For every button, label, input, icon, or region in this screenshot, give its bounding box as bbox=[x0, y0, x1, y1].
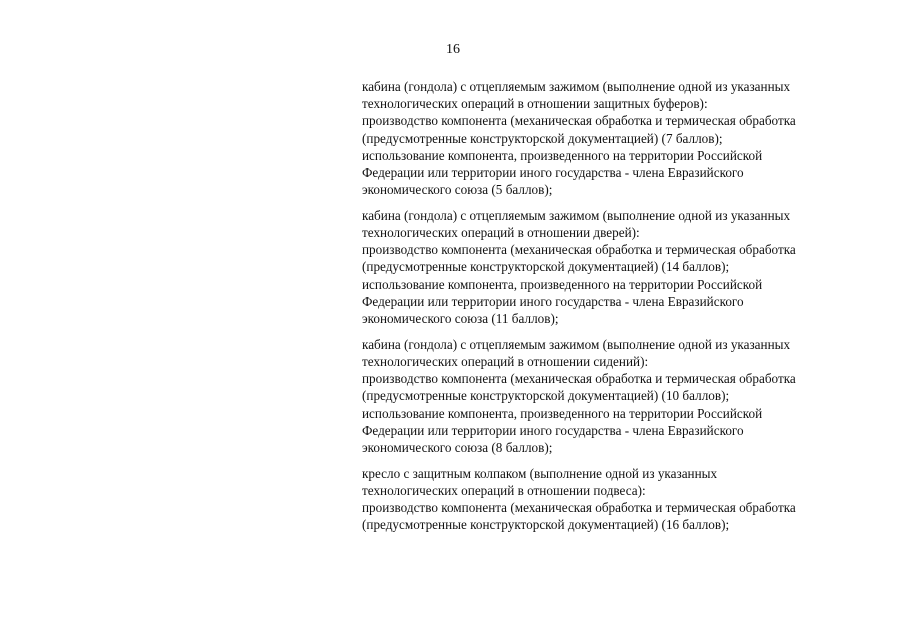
text-line: использование компонента, произведенного на территории Российской bbox=[362, 147, 763, 163]
text-line: (предусмотренные конструкторской документацией) (16 баллов); bbox=[362, 517, 730, 533]
text-line: экономического союза (8 баллов); bbox=[362, 439, 553, 455]
text-line: технологических операций в отношении подвеса): bbox=[362, 482, 646, 498]
text-line: производство компонента (механическая обработка и термическая обработка bbox=[362, 371, 796, 387]
text-line: экономического союза (5 баллов); bbox=[362, 182, 553, 198]
text-line: производство компонента (механическая обработка и термическая обработка bbox=[362, 242, 796, 258]
paragraph-suspension bbox=[362, 465, 872, 534]
text-line: (предусмотренные конструкторской документацией) (10 баллов); bbox=[362, 388, 730, 404]
text-line: Федерации или территории иного государства - члена Евразийского bbox=[362, 293, 744, 309]
text-line: (предусмотренные конструкторской документацией) (7 баллов); bbox=[362, 130, 723, 146]
text-line: экономического союза (11 баллов); bbox=[362, 311, 559, 327]
paragraph-doors bbox=[362, 207, 872, 327]
text-line: (предусмотренные конструкторской документацией) (14 баллов); bbox=[362, 259, 730, 275]
paragraph-seats bbox=[362, 336, 872, 456]
text-line: технологических операций в отношении сидений): bbox=[362, 354, 649, 369]
text-line: Федерации или территории иного государства - члена Евразийского bbox=[362, 422, 744, 438]
text-line: кресло с защитным колпаком (выполнение одной из указанных bbox=[362, 465, 718, 481]
document-body bbox=[362, 78, 872, 542]
text-line: технологических операций в отношении защитных буферов): bbox=[362, 96, 708, 112]
text-line: кабина (гондола) с отцепляемым зажимом (выполнение одной из указанных bbox=[362, 207, 791, 223]
text-line: кабина (гондола) с отцепляемым зажимом (выполнение одной из указанных bbox=[362, 79, 791, 94]
text-line: производство компонента (механическая обработка и термическая обработка bbox=[362, 500, 796, 516]
text-line: технологических операций в отношении дверей): bbox=[362, 225, 640, 241]
text-line: Федерации или территории иного государства - члена Евразийского bbox=[362, 164, 744, 180]
text-line: кабина (гондола) с отцепляемым зажимом (выполнение одной из указанных bbox=[362, 336, 791, 352]
text-line: использование компонента, произведенного на территории Российской bbox=[362, 405, 763, 421]
paragraph-protective-buffers bbox=[362, 78, 872, 198]
text-line: использование компонента, произведенного на территории Российской bbox=[362, 276, 763, 292]
text-line: производство компонента (механическая обработка и термическая обработка bbox=[362, 113, 796, 129]
page-number: 16 bbox=[446, 42, 460, 57]
